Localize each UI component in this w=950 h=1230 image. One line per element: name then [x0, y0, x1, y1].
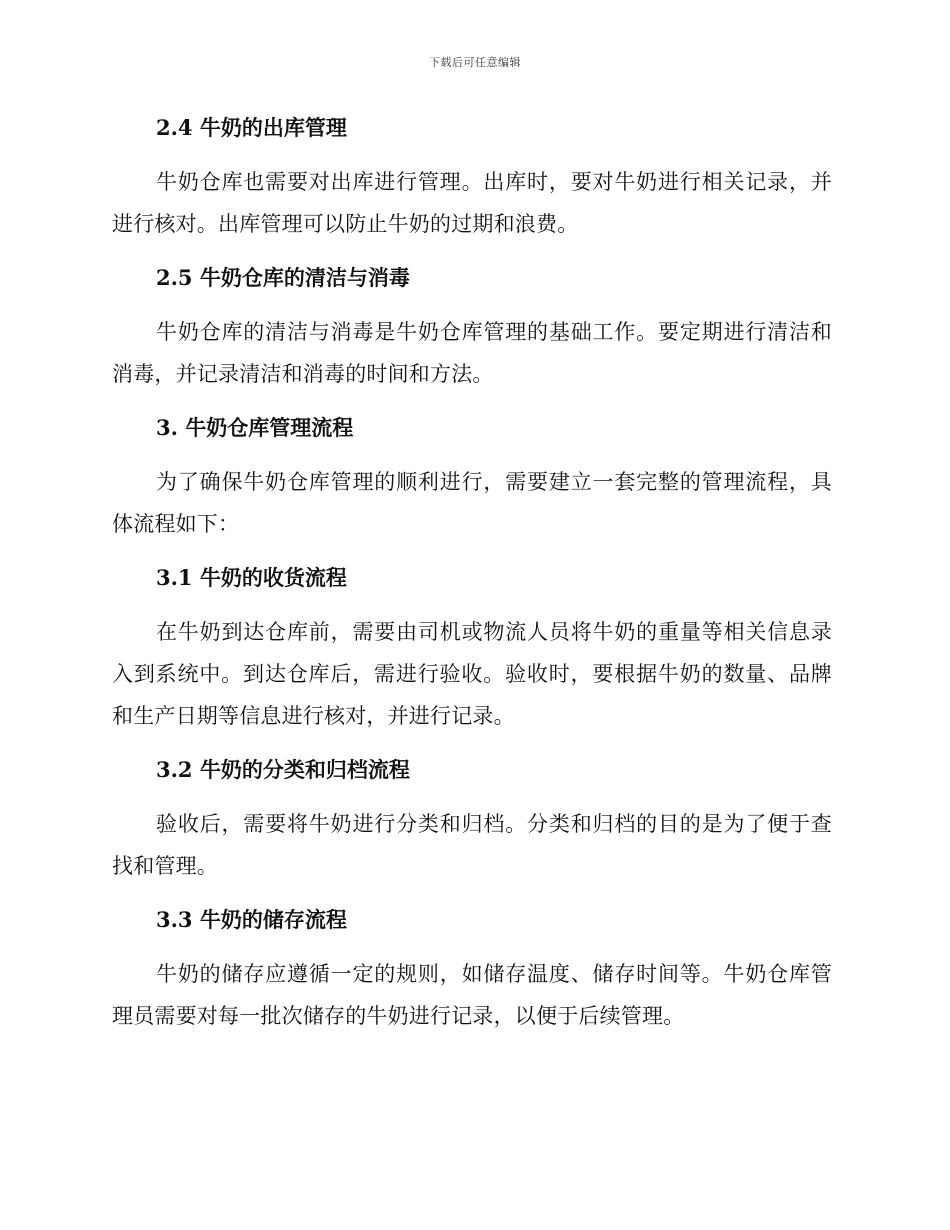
section-paragraph-3-3: 牛奶的储存应遵循一定的规则，如储存温度、储存时间等。牛奶仓库管理员需要对每一批次储存的牛奶进行记录，以便于后续管理。: [112, 962, 832, 1028]
section-paragraph-3: 为了确保牛奶仓库管理的顺利进行，需要建立一套完整的管理流程，具体流程如下：: [112, 470, 832, 536]
section-heading-2-5: 2.5 牛奶仓库的清洁与消毒: [156, 265, 410, 290]
section-paragraph-3-1: 在牛奶到达仓库前，需要由司机或物流人员将牛奶的重量等相关信息录入到系统中。到达仓库后，需进行验收。验收时，要根据牛奶的数量、品牌和生产日期等信息进行核对，并进行记录。: [112, 620, 832, 728]
section-heading-2-4: 2.4 牛奶的出库管理: [156, 115, 347, 140]
section-heading-3-3: 3.3 牛奶的储存流程: [156, 907, 347, 932]
section-heading-3-2: 3.2 牛奶的分类和归档流程: [156, 757, 410, 782]
section-paragraph-2-4: 牛奶仓库也需要对出库进行管理。出库时，要对牛奶进行相关记录，并进行核对。出库管理可以防止牛奶的过期和浪费。: [112, 170, 832, 236]
document-body: [112, 108, 832, 1037]
header-note: 下载后可任意编辑: [429, 56, 521, 69]
section-paragraph-2-5: 牛奶仓库的清洁与消毒是牛奶仓库管理的基础工作。要定期进行清洁和消毒，并记录清洁和消毒的时间和方法。: [112, 320, 832, 386]
section-paragraph-3-2: 验收后，需要将牛奶进行分类和归档。分类和归档的目的是为了便于查找和管理。: [112, 812, 832, 878]
section-heading-3-1: 3.1 牛奶的收货流程: [156, 565, 347, 590]
section-heading-3: 3. 牛奶仓库管理流程: [156, 415, 354, 440]
